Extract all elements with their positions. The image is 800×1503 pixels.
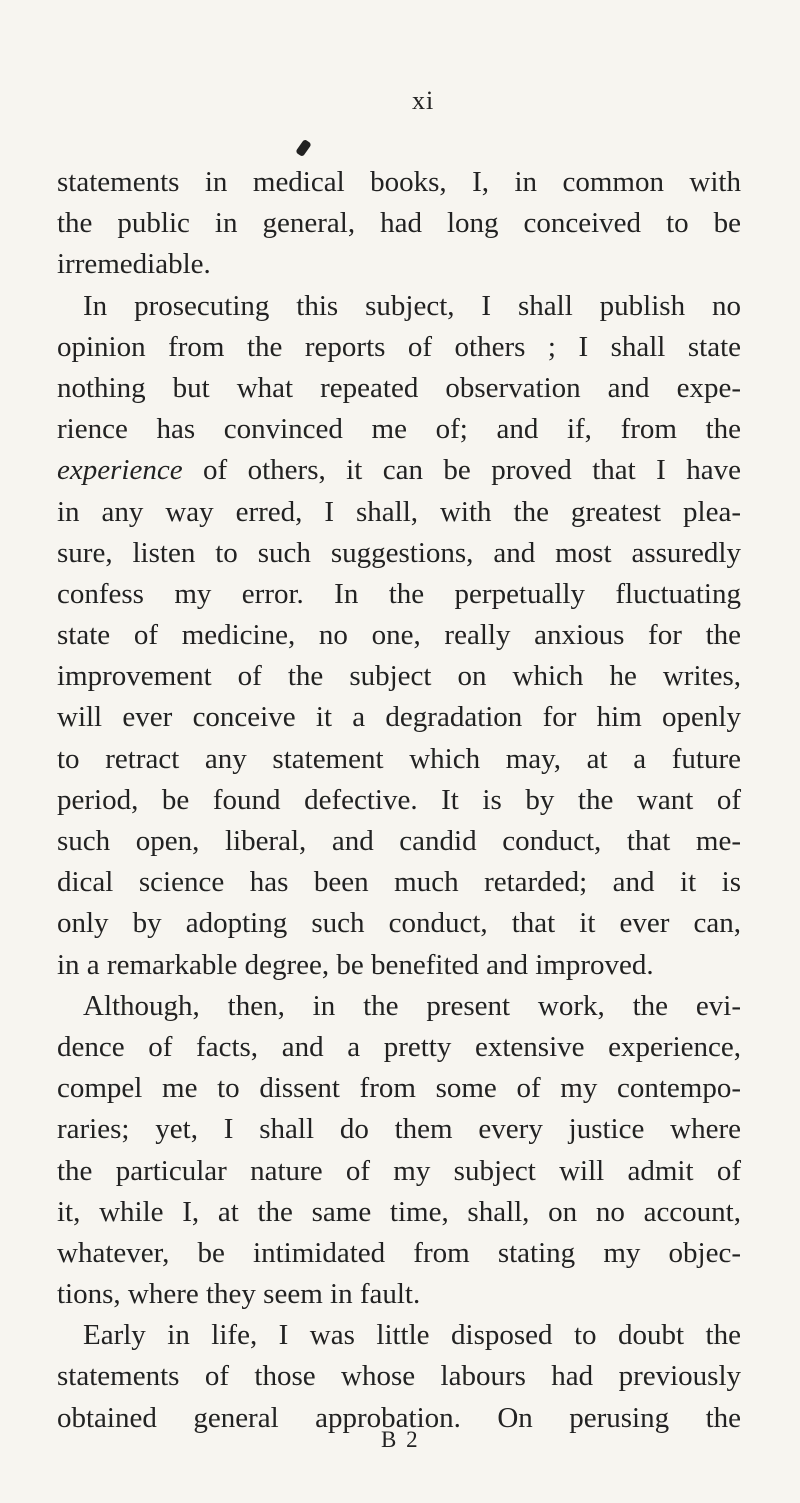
text-line: compel me to dissent from some of my contempo- — [57, 1072, 741, 1105]
text-line: whatever, be intimidated from stating my objec- — [57, 1236, 741, 1269]
page-number: xi — [412, 86, 435, 115]
text-line: such open, liberal, and candid conduct, that me- — [57, 825, 741, 857]
text-line: improvement of the subject on which he writes, — [57, 660, 741, 693]
text-line: Although, then, in the present work, the evi- — [83, 989, 741, 1022]
signature-mark: B 2 — [381, 1427, 420, 1452]
text-line: in a remarkable degree, be benefited and improved. — [57, 948, 654, 981]
text-line: it, while I, at the same time, shall, on no account, — [57, 1195, 741, 1228]
text-line: period, be found defective. It is by the want of — [57, 783, 741, 816]
ink-blot-mark — [295, 139, 312, 157]
text-line: opinion from the reports of others ; I shall state — [57, 330, 741, 363]
text-line: confess my error. In the perpetually fluctuating — [57, 577, 741, 610]
text-line: dical science has been much retarded; and it is — [57, 866, 741, 899]
text-line: raries; yet, I shall do them every justice where — [57, 1113, 741, 1146]
text-line: will ever conceive it a degradation for him openly — [57, 701, 741, 734]
text-line: sure, listen to such suggestions, and most assuredly — [57, 536, 741, 569]
text-line: statements of those whose labours had previously — [57, 1360, 741, 1393]
text-line: to retract any statement which may, at a future — [57, 742, 741, 775]
text-line: in any way erred, I shall, with the greatest plea- — [57, 495, 741, 528]
text-line: the particular nature of my subject will admit of — [57, 1154, 741, 1187]
italic-word: experience — [57, 454, 183, 487]
text-line-italic-lead: experience of others, it can be proved that I have — [57, 454, 741, 487]
text-line: state of medicine, no one, really anxious for the — [57, 619, 741, 652]
text-line: rience has convinced me of; and if, from the — [57, 413, 741, 446]
text-line: irremediable. — [57, 248, 211, 281]
text-line: Early in life, I was little disposed to doubt the — [83, 1319, 741, 1352]
text-line: only by adopting such conduct, that it ever can, — [57, 907, 741, 940]
text-line: dence of facts, and a pretty extensive experience, — [57, 1030, 741, 1063]
text-line: nothing but what repeated observation and expe- — [57, 371, 741, 404]
text-line: obtained general approbation. On perusing the — [57, 1401, 741, 1434]
text-line: In prosecuting this subject, I shall publish no — [83, 289, 741, 322]
text-line: statements in medical books, I, in common with — [57, 166, 741, 198]
body-text — [57, 162, 741, 1439]
text-line: tions, where they seem in fault. — [57, 1278, 421, 1311]
text-line: the public in general, had long conceived to be — [57, 207, 741, 240]
